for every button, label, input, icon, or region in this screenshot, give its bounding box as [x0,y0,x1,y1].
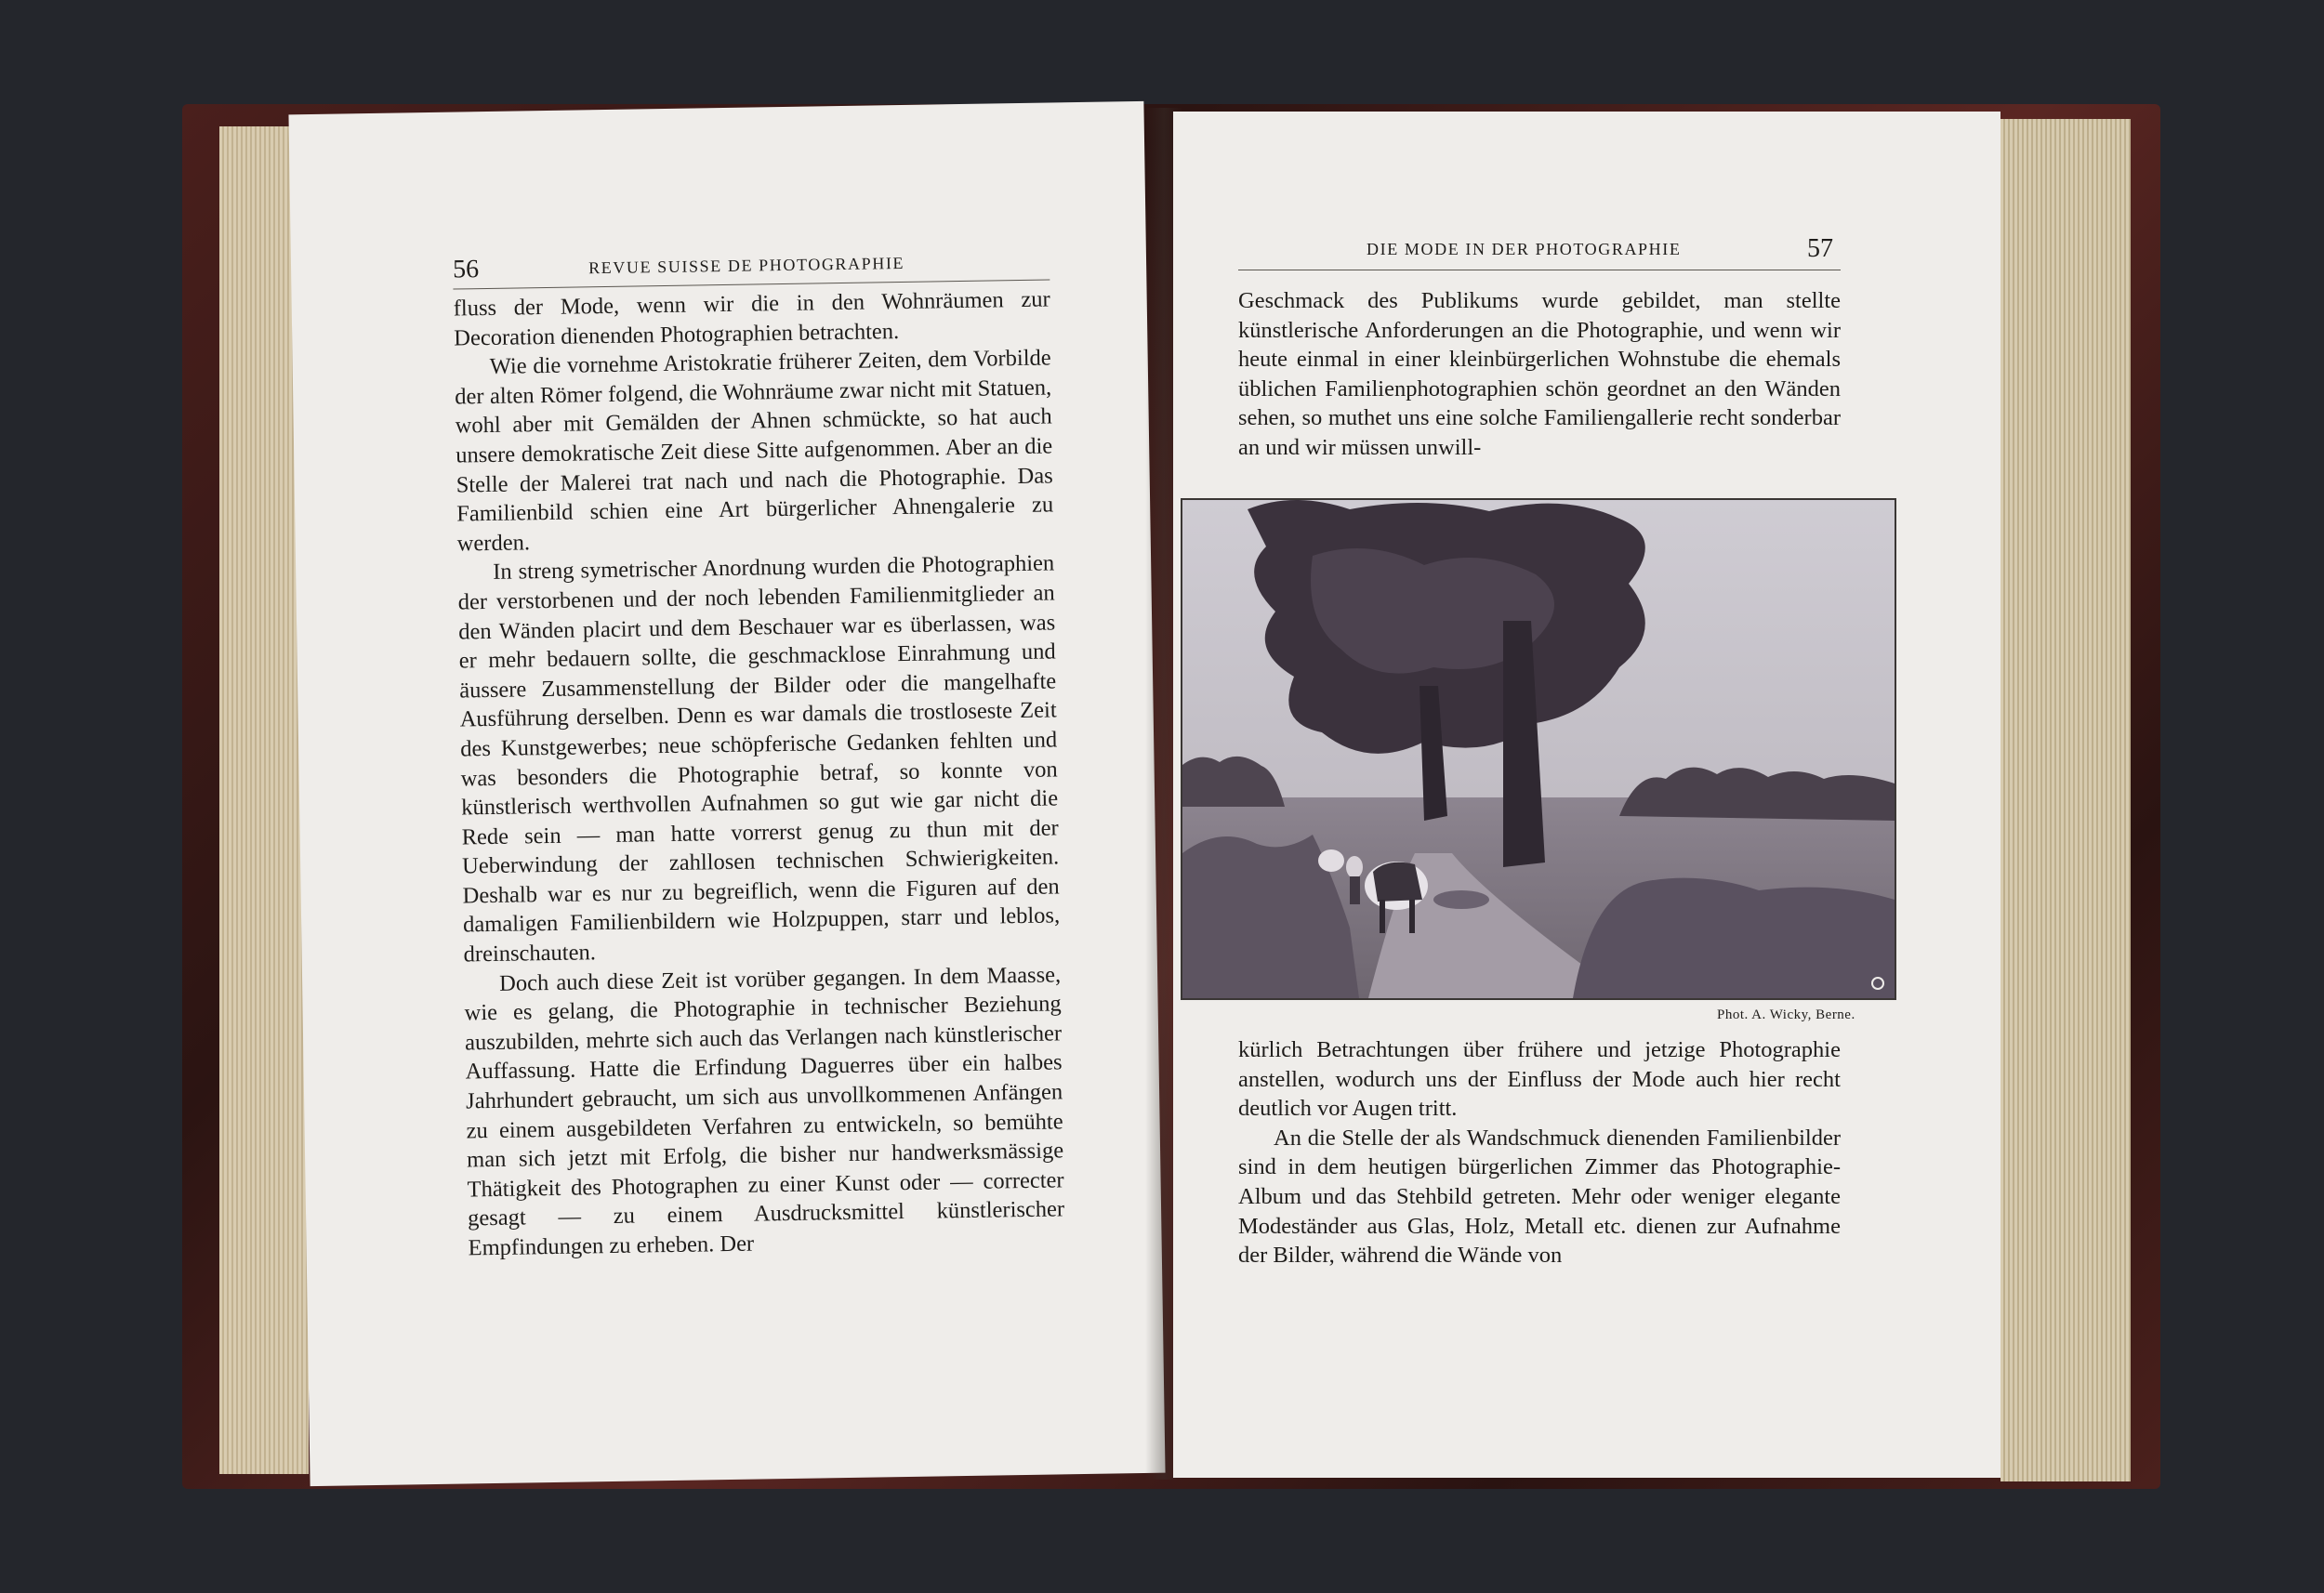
left-page [288,101,1165,1486]
right-bottom-text [1238,1035,1841,1270]
right-paragraph-bottom-1: kürlich Betrachtungen über frühere und jetzige Photographie anstellen, wodurch uns der Einfluss der Mode auch hier recht deutlich vor Augen tritt. [1238,1037,1841,1122]
child-body [1350,876,1360,904]
child-figure [1346,856,1363,878]
right-paragraph-top: Geschmack des Publikums wurde gebildet, man stellte künstlerische Anforderungen an die Photographie, und wenn wir heute einmal in einer kleinbürgerlichen Wohnstube die ehemals üblichen Familienphotographien schön geordnet an den Wänden sehen, so muthet uns eine solche Familiengallerie recht sonderbar an und wir müssen unwill- [1238,288,1841,460]
cow-leg-2 [1409,900,1415,933]
left-body-text [454,284,1065,1263]
photo-credit: Phot. A. Wicky, Berne. [1717,1007,1855,1022]
second-cow [1318,849,1344,872]
right-paragraph-bottom-2: An die Stelle der als Wandschmuck dienenden Familienbilder sind in dem heutigen bürgerlichen Zimmer das Photographie-Album und das Stehbild getreten. Mehr oder weniger elegante Modeständer aus Glas, Holz, Metall etc. dienen zur Aufnahme der Bilder, während die Wände von [1238,1125,1841,1269]
cow-leg-1 [1380,900,1385,933]
right-page-number: 57 [1807,234,1833,263]
left-paragraph-4: Doch auch diese Zeit ist vorüber gegangen. In dem Maasse, wie es gelang, die Photographie in technischer Beziehung auszubilden, mehrte sich auch das Verlangen nach künstlerischer Auffassung. Hatte die Erfindung Daguerres über ein halbes Jahrhundert gebraucht, um sich aus unvollkommenen Anfängen zu einem ausgebildeten Verfahren zu entwickeln, so bemühte man sich jetzt mit Erfolg, die bisher nur handwerksmässige Thätigkeit des Photographen zu einer Kunst oder — correcter gesagt — zu einem Ausdrucksmittel künstlerischer Empfindungen zu erheben. Der [464,962,1065,1261]
left-paragraph-1: fluss der Mode, wenn wir die in den Wohnräumen zur Decoration dienenden Photographien betrachten. [453,286,1050,351]
dog-group [1433,890,1489,909]
right-page-edges [2000,119,2131,1481]
landscape-photograph [1181,498,1896,1000]
left-page-number: 56 [452,255,480,284]
left-paragraph-2: Wie die vornehme Aristokratie früherer Zeiten, dem Vorbilde der alten Römer folgend, die Wohnräume zwar nicht mit Statuen, wohl aber mit Gemälden der Ahnen schmückte, so hat auch unsere demokratische Zeit diese Sitte aufgenommen. Aber an die Stelle der Malerei trat nach und nach die Photographie. Das Familienbild schien eine Art bürgerlicher Ahnengalerie zu werden. [455,345,1054,557]
grass-right [1573,878,1895,998]
left-paragraph-3: In streng symetrischer Anordnung wurden die Photographien der verstorbenen und der noch lebenden Familienmitglieder an den Wänden placirt und dem Beschauer war es überlassen, was er mehr bedauern sollte, die geschmacklose Einrahmung und äussere Zusammenstellung der Bilder oder die mangelhafte Ausführung derselben. Denn es war damals die trostloseste Zeit des Kunstgewerbes; neue schöpferische Gedanken fehlten und was besonders die Photographie betraf, so konnte von künstlerisch werthvollen Aufnahmen so gut wie gar nicht die Rede sein — man hatte vorrerst genug zu thun mit der Ueberwindung der zahllosen technischen Schwierigkeiten. Deshalb war es nur zu begreiflich, wenn die Figuren auf den damaligen Familienbildern wie Holzpuppen, starr und leblos, dreinschauten. [457,550,1061,968]
left-running-head: REVUE SUISSE DE PHOTOGRAPHIE [588,253,905,278]
right-page [1173,112,2000,1478]
right-top-text [1238,286,1841,463]
cow-markings [1373,862,1422,902]
photo-image [1182,500,1895,998]
right-running-head: DIE MODE IN DER PHOTOGRAPHIE [1367,240,1682,258]
